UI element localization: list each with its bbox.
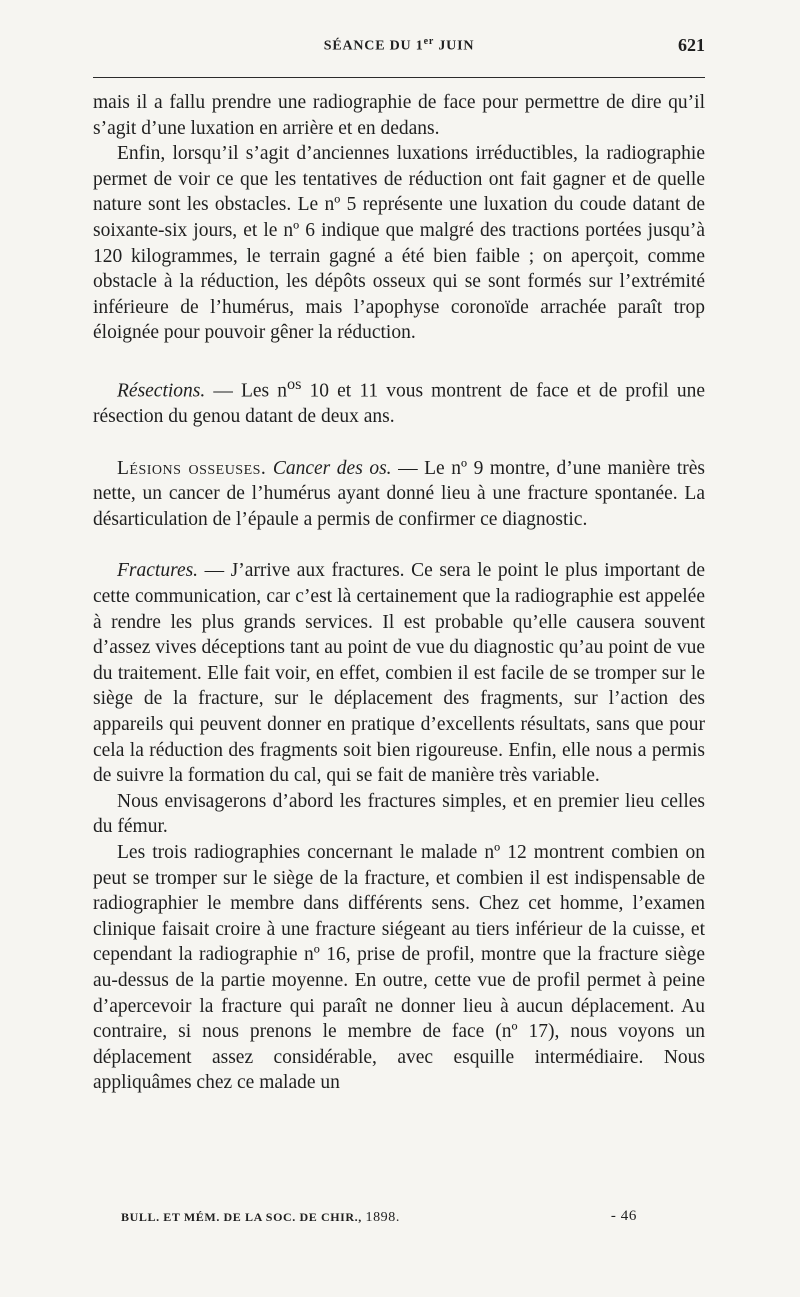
paragraph-luxation-continued: mais il a fallu prendre une radiographie de face pour permettre de dire qu’il s’agit d’une luxation en arrière et en dedans. bbox=[93, 92, 705, 139]
running-title-month: JUIN bbox=[434, 38, 475, 54]
subheading-bone-cancer: Cancer des os. bbox=[272, 457, 392, 479]
footer-year: 1898. bbox=[365, 1210, 400, 1225]
footer-source bbox=[121, 1210, 400, 1226]
paragraph-simple-fractures: Nous envisagerons d’abord les fractures simples, et en premier lieu celles du fémur. bbox=[93, 790, 705, 838]
section-heading-resections: Résections. bbox=[117, 380, 206, 402]
lesions-text: — Le nº 9 montre, d’une manière très nette, un cancer de l’humérus ayant donné lieu à une fracture spontanée. La désarticulation de l’épaule a permis de confirmer ce diagnostic. bbox=[93, 457, 705, 530]
paragraph-old-luxations: Enfin, lorsqu’il s’agit d’anciennes luxations irréductibles, la radiographie permet de voir ce que les tentatives de réduction ont fait gagner et de quelle nature sont les obstacles. Le nº 5 représente une luxation du coude datant de soixante-six jours, et le nº 6 indique que malgré des tractions portées jusqu’à 120 kilogrammes, le terrain gagné a été bien faible ; on aperçoit, comme obstacle à la réduction, les dépôts osseux qui se sont formés sur l’extrémité inférieure de l’humérus, mais l’apophyse coronoïde arrachée paraît trop éloignée pour pouvoir gêner la réduction. bbox=[93, 143, 705, 344]
resections-superscript: os bbox=[286, 374, 302, 393]
body-text bbox=[93, 90, 705, 1096]
header-rule bbox=[93, 77, 705, 78]
page-footer bbox=[93, 1207, 705, 1231]
section-heading-fractures: Fractures. bbox=[117, 560, 199, 582]
running-header bbox=[93, 36, 705, 62]
paragraph-patient-12: Les trois radiographies concernant le malade nº 12 montrent combien on peut se tromper sur le siège de la fracture, et combien il est indispensable de radiographier le membre dans différents sens. Chez cet homme, l’examen clinique faisait croire à une fracture siégeant au tiers inférieur de la cuisse, et cependant la radiographie nº 16, prise de profil, montre que la fracture siège au-dessus de la partie moyenne. En outre, cette vue de profil permet à peine d’apercevoir la fracture qui paraît ne donner lieu à aucun déplacement. Au contraire, si nous prenons le membre de face (nº 17), nous voyons un déplacement assez considérable, avec esquille intermédiaire. Nous appliquâmes chez ce malade un bbox=[93, 841, 705, 1094]
resections-lead: — Les n bbox=[205, 380, 287, 402]
signature-mark: - 46 bbox=[610, 1208, 637, 1224]
paragraph-fractures bbox=[93, 558, 705, 788]
footer-source-text: BULL. ET MÉM. DE LA SOC. DE CHIR., bbox=[121, 1210, 366, 1224]
running-title-text: SÉANCE DU 1 bbox=[323, 38, 424, 54]
section-heading-lesions: Lésions osseuses. bbox=[117, 457, 267, 479]
running-title bbox=[93, 36, 705, 55]
page-number: 621 bbox=[678, 35, 705, 55]
fractures-text: — J’arrive aux fractures. Ce sera le point le plus important de cette communication, car c’est là certainement que la radiographie est appelée à rendre les plus grands services. Il est probable qu’elle causera souvent d’assez vives déceptions tant au point de vue du diagnostic qu’au point de vue du traitement. Elle fait voir, en effet, combien il est facile de se tromper sur le siège de la fracture, sur le déplacement des fragments, sur l’action des appareils qui peuvent donner en pratique d’excellents résultats, sans que pour cela la réduction des fragments soit bien rigoureuse. Enfin, elle nous a permis de suivre la formation du cal, qui se fait de manière très variable. bbox=[93, 560, 705, 787]
paragraph-bone-lesions bbox=[93, 456, 705, 533]
resections-text: 10 et 11 vous montrent de face et de profil une résection du genou datant de deux ans. bbox=[93, 380, 705, 428]
running-title-superscript: er bbox=[423, 36, 435, 47]
paragraph-resections bbox=[93, 372, 705, 430]
